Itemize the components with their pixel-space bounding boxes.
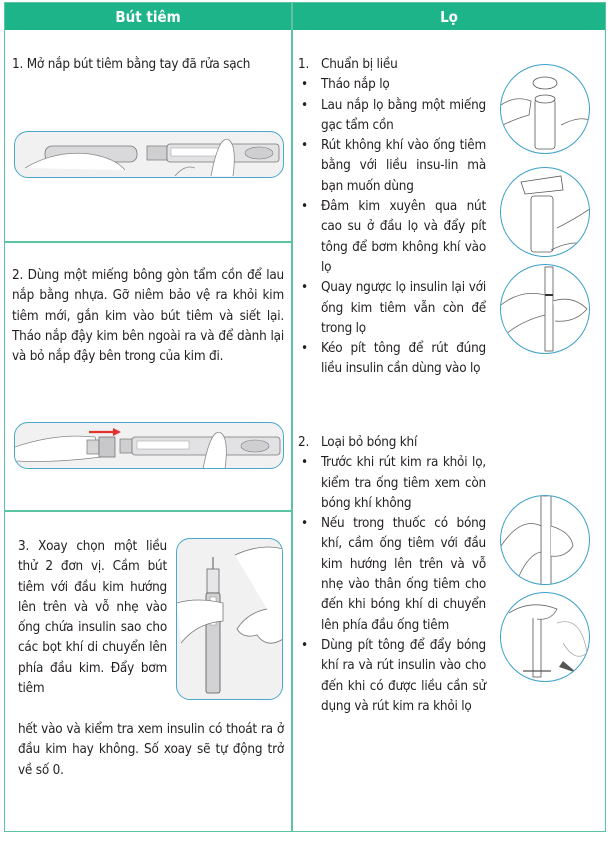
vial-wipe-icon bbox=[501, 168, 590, 257]
section-number: 2. bbox=[298, 435, 310, 450]
bubble-tap-illustration bbox=[500, 592, 590, 682]
syringe-check-icon bbox=[501, 496, 590, 585]
syringe-icon bbox=[501, 265, 590, 354]
header-pen-title: Bút tiêm bbox=[115, 7, 181, 26]
header-vial bbox=[293, 3, 605, 30]
vial-section-1 bbox=[298, 55, 486, 380]
bullet-icon: • bbox=[301, 516, 308, 532]
pen-cap-removal-icon bbox=[15, 132, 284, 178]
list-item: • Quay ngược lọ insulin lại với ống kim tiêm vẫn còn để trong lọ bbox=[301, 280, 486, 336]
list-item: • Kéo pít tông để rút đúng liều insulin cần dùng vào lọ bbox=[301, 341, 486, 377]
list-item: • Đâm kim xuyên qua nút cao su ở đầu lọ và đẩy pít tông để bơm không khí vào lọ bbox=[301, 199, 486, 275]
pen-uncap-illustration bbox=[14, 131, 284, 178]
bullet-icon: • bbox=[301, 138, 308, 154]
list-item: • Tháo nắp lọ bbox=[298, 75, 486, 95]
list-item: • Lau nắp lọ bằng một miếng gạc tẩm cồn bbox=[301, 97, 486, 133]
pen-priming-illustration bbox=[176, 538, 283, 700]
bubble-check-illustration bbox=[500, 495, 590, 585]
vial-section-2-heading bbox=[298, 433, 486, 453]
vial-cap-icon bbox=[501, 65, 590, 154]
bullet-icon: • bbox=[301, 280, 308, 296]
pen-step-2: 2. Dùng một miếng bông gòn tẩm cồn để lau nắp bằng nhựa. Gỡ niêm bảo vệ ra khỏi kim tiêm mới, gắn kim vào bút tiêm và siết lại. Tháo nắp đậy kim bên ngoài ra và để dành lại và bỏ nắp đậy bên trong của kim đi. bbox=[12, 268, 284, 365]
pen-step-1: 1. Mở nắp bút tiêm bằng tay đã rửa sạch bbox=[12, 57, 251, 72]
vial-wipe-illustration bbox=[500, 167, 590, 257]
tap-syringe-icon bbox=[501, 593, 590, 682]
list-item: • Trước khi rút kim ra khỏi lọ, kiểm tra ống tiêm xem còn bóng khí không bbox=[301, 455, 486, 511]
pen-step-3: 3. Xoay chọn một liều thử 2 đơn vị. Cầm bút tiêm với đầu kim hướng lên trên và vỗ nhẹ vào ống chứa insulin sao cho các bọt khí di chuyển lên phía đầu kim. Đẩy bơm tiêm bbox=[18, 539, 167, 697]
header-vial-title: Lọ bbox=[440, 7, 458, 26]
vial-section-2 bbox=[298, 433, 486, 717]
list-item: • Nếu trong thuốc có bóng khí, cầm ống tiêm với đầu kim hướng lên trên và vỗ nhẹ vào thân ống tiêm cho đến khi bóng khí di chuyển lên phía đầu ống tiêm bbox=[301, 516, 486, 633]
pen-needle-attach-illustration bbox=[14, 422, 284, 469]
column-divider bbox=[291, 3, 293, 832]
row-divider bbox=[4, 241, 292, 243]
vial-section-1-heading bbox=[298, 55, 486, 75]
section-title: Chuẩn bị liều bbox=[321, 57, 398, 72]
needle-attach-icon bbox=[15, 423, 284, 469]
bullet-icon: • bbox=[301, 637, 308, 653]
bullet-icon: • bbox=[301, 199, 308, 215]
section-number: 1. bbox=[298, 57, 310, 72]
list-item: • Dùng pít tông để đẩy bóng khí ra và rút insulin vào cho đến khi có được liều cần sử dụng và rút kim ra khỏi lọ bbox=[301, 637, 486, 714]
pen-step-3-continued: hết vào và kiểm tra xem insulin có thoát ra ở đầu kim hay không. Số xoay sẽ tự động trở về số 0. bbox=[18, 722, 284, 778]
bullet-icon: • bbox=[301, 77, 308, 93]
list-item: • Rút không khí vào ống tiêm bằng với liều insu-lin mà bạn muốn dùng bbox=[301, 138, 486, 194]
row-divider bbox=[4, 510, 292, 512]
vial-cap-removal-illustration bbox=[500, 64, 590, 154]
pen-upright-icon bbox=[177, 539, 283, 700]
section-title: Loại bỏ bóng khí bbox=[321, 435, 418, 450]
bullet-icon: • bbox=[301, 97, 308, 113]
bullet-icon: • bbox=[301, 341, 308, 357]
bullet-icon: • bbox=[301, 455, 308, 471]
syringe-draw-illustration bbox=[500, 264, 590, 354]
header-pen bbox=[5, 3, 291, 30]
